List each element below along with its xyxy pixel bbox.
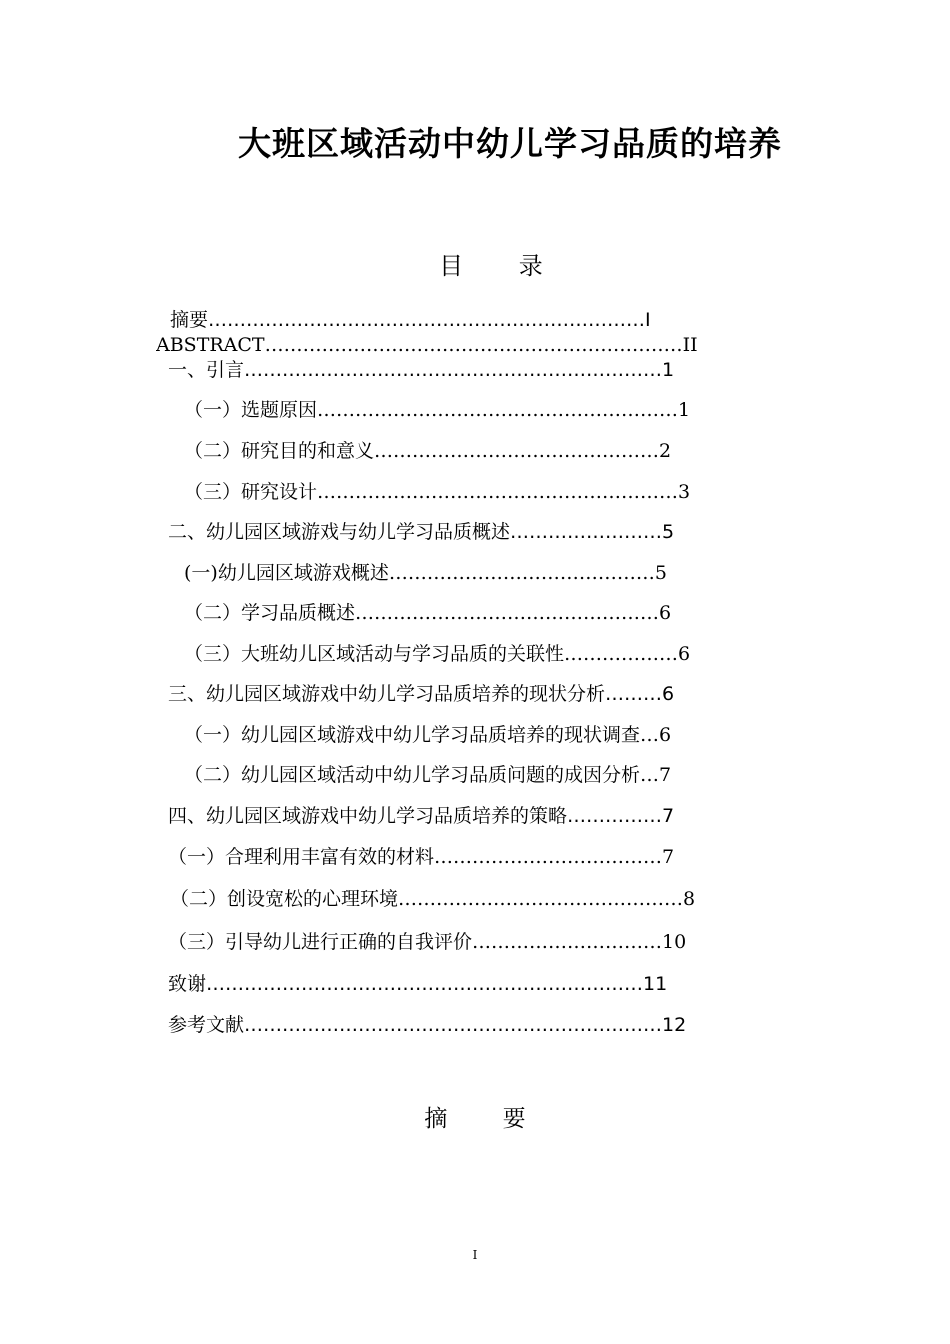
toc-entry-page: 1 (678, 399, 691, 421)
toc-entry[interactable]: （一）合理利用丰富有效的材料………………………………7 (168, 846, 675, 868)
toc-entry-text: （三）大班幼儿区域活动与学习品质的关联性 (184, 643, 565, 665)
toc-heading: 目 录 (439, 252, 567, 280)
toc-entry-page: 7 (659, 764, 672, 786)
toc-entry-text: (一)幼儿园区域游戏概述 (184, 562, 389, 584)
toc-entry-text: 一、引言 (168, 359, 245, 381)
toc-entry[interactable]: （一）幼儿园区域游戏中幼儿学习品质培养的现状调查…6 (184, 724, 672, 746)
toc-entry[interactable]: （三）引导幼儿进行正确的自我评价…………………………10 (168, 931, 687, 953)
toc-entry[interactable]: （三）研究设计…………………………………………………3 (184, 481, 691, 503)
toc-entry-text: （二）学习品质概述 (184, 602, 356, 624)
toc-entry[interactable]: 摘要……………………………………………………………I (170, 309, 651, 331)
toc-entry-text: （三）引导幼儿进行正确的自我评价 (168, 931, 473, 953)
toc-entry-page: 6 (659, 724, 672, 746)
toc-entry-page: 8 (683, 888, 696, 910)
toc-entry-page: 7 (662, 846, 675, 868)
toc-entry[interactable]: （二）学习品质概述…………………………………………6 (184, 602, 672, 624)
toc-entry-page: 12 (662, 1014, 687, 1036)
toc-entry-page: 6 (678, 643, 691, 665)
toc-entry-text: 致谢 (168, 973, 207, 995)
toc-entry-page: 2 (659, 440, 672, 462)
toc-entry-text: 摘要 (170, 309, 209, 331)
toc-entry-text: （一）选题原因 (184, 399, 318, 421)
toc-entry[interactable]: （一）选题原因…………………………………………………1 (184, 399, 691, 421)
document-title: 大班区域活动中幼儿学习品质的培养 (238, 124, 782, 163)
toc-entry-text: ABSTRACT (156, 334, 265, 356)
toc-entry-page: 3 (678, 481, 691, 503)
toc-entry-page: 5 (654, 562, 667, 584)
toc-entry-text: 三、幼儿园区域游戏中幼儿学习品质培养的现状分析 (168, 683, 606, 705)
toc-entry-text: 参考文献 (168, 1014, 245, 1036)
toc-entry-page: 10 (662, 931, 687, 953)
toc-entry[interactable]: 参考文献…………………………………………………………12 (168, 1014, 687, 1036)
toc-entry-text: （三）研究设计 (184, 481, 318, 503)
toc-entry[interactable]: （三）大班幼儿区域活动与学习品质的关联性………………6 (184, 643, 691, 665)
toc-entry[interactable]: 一、引言…………………………………………………………1 (168, 359, 675, 381)
toc-entry[interactable]: 三、幼儿园区域游戏中幼儿学习品质培养的现状分析………6 (168, 683, 675, 705)
toc-entry-text: （二）创设宽松的心理环境 (170, 888, 399, 910)
toc-entry-text: （一）幼儿园区域游戏中幼儿学习品质培养的现状调查 (184, 724, 641, 746)
page-number: I (472, 1248, 478, 1262)
toc-entry-page: I (645, 309, 651, 331)
toc-entry-page: 6 (662, 683, 675, 705)
toc-entry[interactable]: （二）幼儿园区域活动中幼儿学习品质问题的成因分析…7 (184, 764, 672, 786)
toc-entry-page: 7 (662, 805, 675, 827)
toc-entry[interactable]: 致谢……………………………………………………………11 (168, 973, 668, 995)
toc-entry-page: 6 (659, 602, 672, 624)
abstract-heading: 摘 要 (424, 1106, 550, 1132)
toc-entry-text: （二）幼儿园区域活动中幼儿学习品质问题的成因分析 (184, 764, 641, 786)
toc-entry[interactable]: 四、幼儿园区域游戏中幼儿学习品质培养的策略……………7 (168, 805, 675, 827)
toc-entry[interactable]: 二、幼儿园区域游戏与幼儿学习品质概述……………………5 (168, 521, 675, 543)
toc-entry-text: 四、幼儿园区域游戏中幼儿学习品质培养的策略 (168, 805, 568, 827)
toc-entry-page: 5 (662, 521, 675, 543)
toc-entry-text: （二）研究目的和意义 (184, 440, 375, 462)
toc-entry[interactable]: ABSTRACT…………………………………………………………II (156, 334, 698, 356)
toc-entry-page: 11 (643, 973, 668, 995)
toc-entry[interactable]: （二）研究目的和意义………………………………………2 (184, 440, 672, 462)
toc-entry-text: （一）合理利用丰富有效的材料 (168, 846, 435, 868)
toc-entry-page: II (682, 334, 698, 356)
toc-entry[interactable]: (一)幼儿园区域游戏概述……………………………………5 (184, 562, 667, 584)
toc-entry[interactable]: （二）创设宽松的心理环境………………………………………8 (170, 888, 696, 910)
toc-entry-page: 1 (662, 359, 675, 381)
toc-entry-text: 二、幼儿园区域游戏与幼儿学习品质概述 (168, 521, 511, 543)
